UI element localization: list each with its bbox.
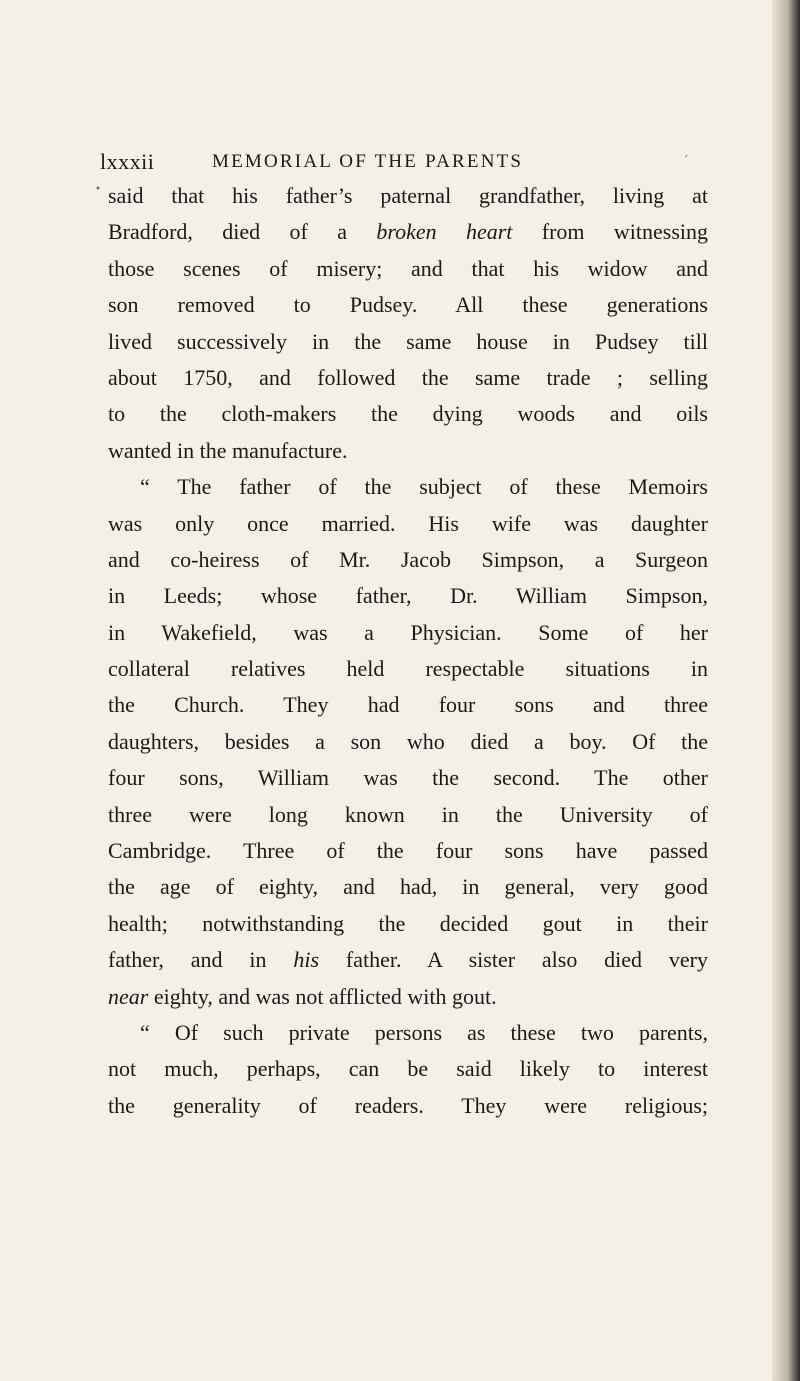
text-line: lived successively in the same house in Pudsey till (108, 328, 708, 354)
italic-emphasis: his (293, 947, 320, 973)
text-line: and co-heiress of Mr. Jacob Simpson, a Surgeon (108, 546, 708, 572)
text-line: collateral relatives held respectable situations in (108, 656, 708, 682)
text-line: “ The father of the subject of these Memoirs (140, 474, 708, 500)
text-line: three were long known in the University of (108, 801, 708, 827)
text-line: daughters, besides a son who died a boy. Of the (108, 728, 708, 754)
text-line: in Leeds; whose father, Dr. William Simpson, (108, 583, 708, 609)
page-number: lxxxii (100, 149, 155, 174)
running-title: MEMORIAL OF THE PARENTS (212, 151, 524, 172)
text-line: not much, perhaps, can be said likely to interest (108, 1056, 708, 1082)
text-line: those scenes of misery; and that his widow and (108, 255, 708, 281)
printer-mark: • (95, 184, 102, 195)
corner-mark: ˊ (682, 154, 690, 170)
text-line: near eighty, and was not afflicted with gout. (108, 983, 497, 1009)
text-line: in Wakefield, was a Physician. Some of her (108, 619, 708, 645)
text-line: “ Of such private persons as these two parents, (140, 1019, 708, 1045)
text-line: the age of eighty, and had, in general, very good (108, 874, 708, 900)
page-edge-shadow (772, 0, 800, 1381)
text-line: to the cloth-makers the dying woods and oils (108, 401, 708, 427)
text-line: health; notwithstanding the decided gout in their (108, 910, 708, 936)
text-line: Cambridge. Three of the four sons have passed (108, 838, 708, 864)
page-header (95, 149, 700, 195)
body-text (108, 178, 708, 1124)
text-line: was only once married. His wife was daughter (108, 510, 708, 536)
text-line: the generality of readers. They were religious; (108, 1092, 708, 1118)
text-line: said that his father’s paternal grandfather, living at (108, 183, 708, 208)
text-line: Bradford, died of a broken heart from witnessing (108, 219, 708, 245)
text-line: four sons, William was the second. The other (108, 765, 708, 791)
text-line: the Church. They had four sons and three (108, 692, 708, 718)
italic-emphasis: near (108, 983, 149, 1009)
text-line: father, and in his father. A sister also died very (108, 947, 708, 973)
text-line: son removed to Pudsey. All these generations (108, 292, 708, 318)
italic-emphasis: broken heart (376, 219, 513, 245)
text-line: wanted in the manufacture. (108, 437, 348, 463)
text-line: about 1750, and followed the same trade ; selling (108, 364, 708, 390)
